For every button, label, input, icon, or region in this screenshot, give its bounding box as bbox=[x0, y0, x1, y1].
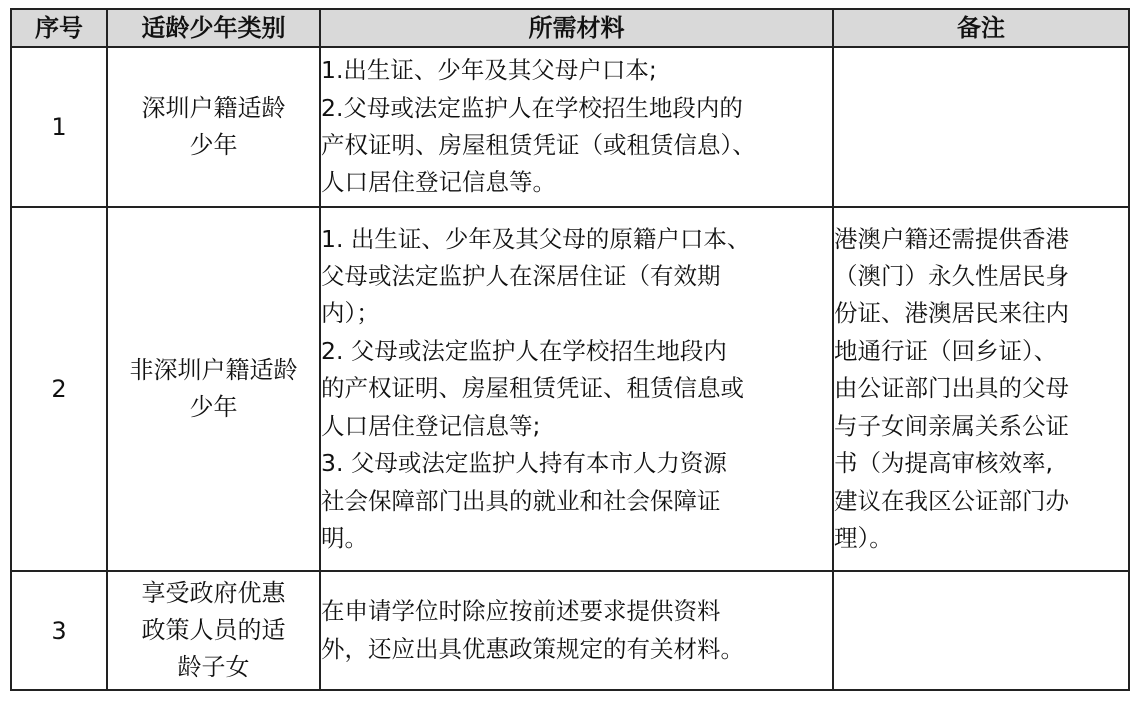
materials-line: 1. 出生证、少年及其父母的原籍户口本、 bbox=[321, 224, 751, 253]
category-line: 深圳户籍适龄 bbox=[141, 94, 286, 122]
materials-cell bbox=[320, 571, 833, 690]
note-line: （澳门）永久性居民身 bbox=[834, 262, 1069, 291]
note-cell bbox=[833, 47, 1129, 207]
materials-line: 1.出生证、少年及其父母户口本; bbox=[321, 56, 657, 85]
materials-line: 在申请学位时除应按前述要求提供资料 bbox=[321, 597, 721, 626]
materials-cell bbox=[320, 207, 833, 571]
category-line: 政策人员的适 bbox=[141, 616, 286, 644]
header-no: 序号 bbox=[11, 9, 107, 47]
note-line: 地通行证（回乡证）、 bbox=[834, 336, 1058, 365]
note-line: 理）。 bbox=[834, 523, 893, 552]
materials-line: 产权证明、房屋租赁凭证（或租赁信息）、 bbox=[321, 131, 756, 159]
note-line: 与子女间亲属关系公证 bbox=[834, 411, 1069, 440]
table-row bbox=[11, 47, 1129, 207]
materials-line: 内）； bbox=[321, 299, 380, 328]
header-materials: 所需材料 bbox=[320, 9, 833, 47]
requirements-table bbox=[10, 8, 1130, 691]
materials-line: 人口居住登记信息等; bbox=[321, 411, 541, 440]
note-cell bbox=[833, 571, 1129, 690]
note-line: 建议在我区公证部门办 bbox=[834, 486, 1069, 515]
materials-line: 的产权证明、房屋租赁凭证、租赁信息或 bbox=[321, 374, 744, 403]
materials-cell bbox=[320, 47, 833, 207]
row-number: 2 bbox=[11, 207, 107, 571]
category-cell bbox=[107, 207, 320, 571]
category-cell bbox=[107, 571, 320, 690]
note-line: 书（为提高审核效率, bbox=[834, 449, 1053, 478]
materials-line: 2. 父母或法定监护人在学校招生地段内 bbox=[321, 336, 727, 365]
row-number: 1 bbox=[11, 47, 107, 207]
category-line: 少年 bbox=[189, 393, 238, 421]
note-cell bbox=[833, 207, 1129, 571]
table-row bbox=[11, 207, 1129, 571]
row-number: 3 bbox=[11, 571, 107, 690]
materials-line: 社会保障部门出具的就业和社会保障证 bbox=[321, 486, 721, 515]
category-line: 享受政府优惠 bbox=[141, 579, 286, 607]
category-cell bbox=[107, 47, 320, 207]
note-line: 港澳户籍还需提供香港 bbox=[834, 224, 1069, 253]
materials-line: 父母或法定监护人在深居住证（有效期 bbox=[321, 262, 721, 291]
materials-line: 2.父母或法定监护人在学校招生地段内的 bbox=[321, 93, 743, 122]
header-row bbox=[11, 9, 1129, 47]
materials-line: 人口居住登记信息等。 bbox=[321, 168, 556, 197]
materials-line: 明。 bbox=[321, 523, 368, 552]
table-row bbox=[11, 571, 1129, 690]
materials-line: 外，还应出具优惠政策规定的有关材料。 bbox=[321, 634, 744, 663]
note-line: 由公证部门出具的父母 bbox=[834, 374, 1069, 403]
materials-line: 3. 父母或法定监护人持有本市人力资源 bbox=[321, 449, 727, 478]
header-category: 适龄少年类别 bbox=[107, 9, 320, 47]
category-line: 非深圳户籍适龄 bbox=[129, 356, 298, 384]
category-line: 龄子女 bbox=[177, 653, 250, 681]
note-line: 份证、港澳居民来往内 bbox=[834, 299, 1069, 328]
category-line: 少年 bbox=[189, 131, 238, 159]
header-note: 备注 bbox=[833, 9, 1129, 47]
